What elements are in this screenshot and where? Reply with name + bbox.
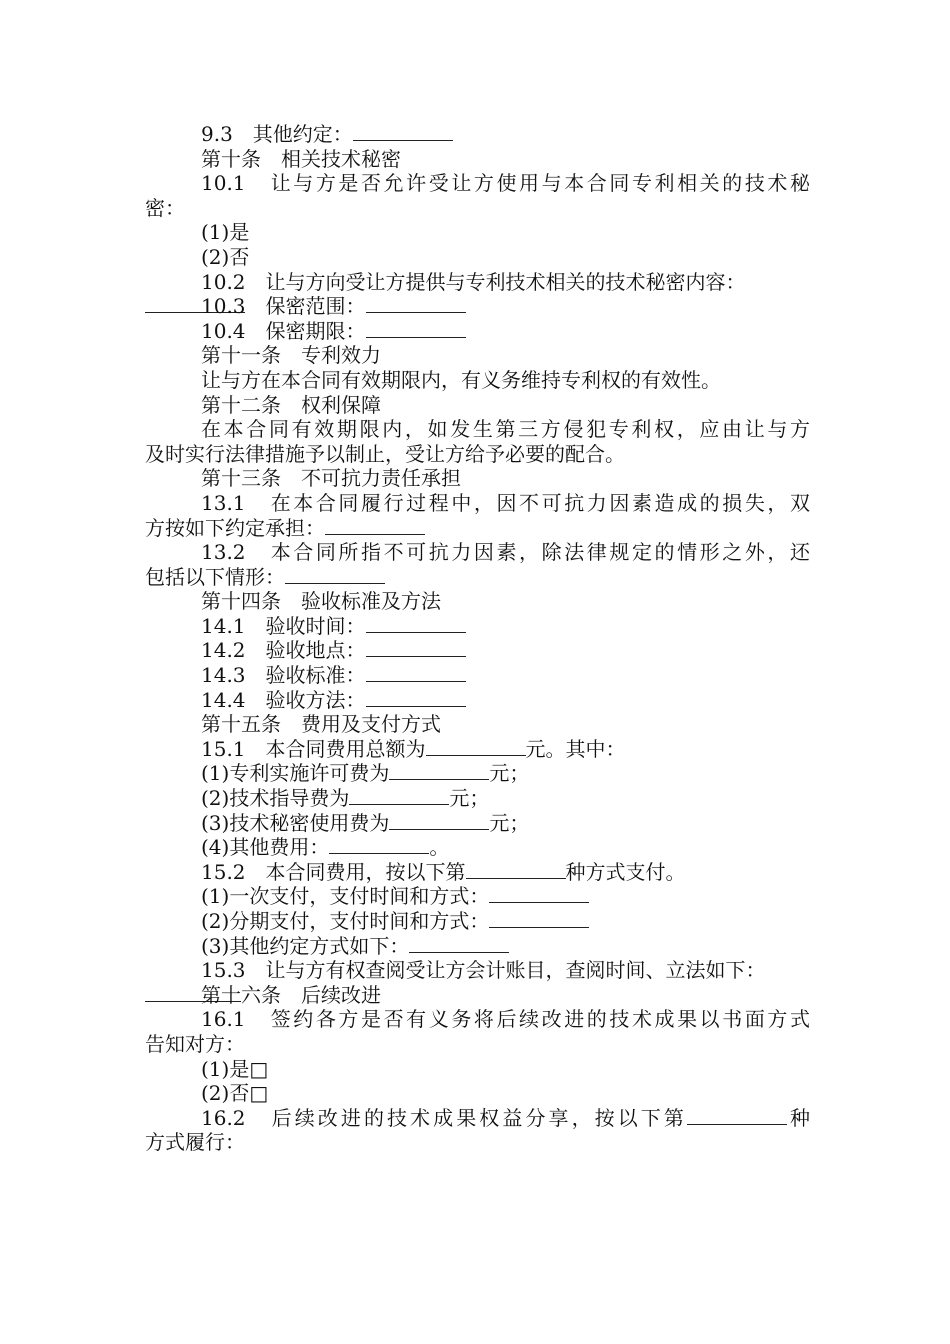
- checkbox-label[interactable]: (2)否□: [201, 1081, 269, 1106]
- clause-text: 10.4 保密期限：: [201, 318, 366, 343]
- fill-blank[interactable]: [389, 761, 489, 780]
- payment-option-1: [145, 884, 810, 909]
- clause-16-2: [145, 1106, 810, 1131]
- article-16-heading-row: [145, 983, 810, 1008]
- fee-item-2: [145, 786, 810, 811]
- fill-blank[interactable]: [366, 319, 466, 338]
- clause-9-3: [145, 122, 810, 147]
- clause-text: 包括以下情形：: [145, 564, 285, 589]
- fill-blank[interactable]: [366, 688, 466, 707]
- fill-blank[interactable]: [409, 934, 509, 953]
- clause-text: 10.1 让与方是否允许受让方使用与本合同专利相关的技术秘: [201, 171, 810, 196]
- clause-text: (2)技术指导费为: [201, 786, 350, 811]
- checkbox-option-yes[interactable]: [145, 1057, 810, 1082]
- article-13-heading: [145, 466, 810, 491]
- clause-tail: 种方式支付。: [565, 859, 686, 884]
- clause-14-3: [145, 663, 810, 688]
- checkbox-label[interactable]: (1)是□: [201, 1056, 269, 1081]
- clause-10-4: [145, 319, 810, 344]
- clause-16-1: [145, 1007, 810, 1032]
- clause-text: 13.1 在本合同履行过程中，因不可抗力因素造成的损失，双: [201, 490, 810, 515]
- clause-13-2-cont: [145, 565, 810, 590]
- fill-blank[interactable]: [366, 614, 466, 633]
- clause-16-2-cont: [145, 1130, 810, 1155]
- fill-blank[interactable]: [426, 737, 526, 756]
- fee-item-1: [145, 761, 810, 786]
- clause-text: 9.3 其他约定：: [201, 122, 353, 146]
- clause-text: 方按如下约定承担：: [145, 515, 325, 540]
- clause-text: 13.2 本合同所指不可抗力因素，除法律规定的情形之外，还: [201, 540, 810, 565]
- fill-blank[interactable]: [466, 860, 566, 879]
- clause-text: 10.3 保密范围：: [201, 294, 366, 319]
- heading-text: 第十二条 权利保障: [201, 392, 381, 417]
- clause-text: (3)其他约定方式如下：: [201, 933, 410, 958]
- clause-tail: 元。其中：: [525, 736, 626, 761]
- clause-text: 在本合同有效期限内，如发生第三方侵犯专利权，应由让与方: [201, 417, 810, 442]
- clause-14-2: [145, 638, 810, 663]
- fill-blank[interactable]: [389, 811, 489, 830]
- article-15-heading: [145, 712, 810, 737]
- fill-blank[interactable]: [285, 565, 385, 584]
- fill-blank[interactable]: [349, 786, 449, 805]
- clause-text: 16.1 签约各方是否有义务将后续改进的技术成果以书面方式: [201, 1007, 810, 1032]
- clause-tail: 种: [786, 1105, 811, 1130]
- article-10-heading: [145, 147, 810, 172]
- clause-text: 15.1 本合同费用总额为: [201, 736, 426, 761]
- clause-text: 让与方在本合同有效期限内，有义务维持专利权的有效性。: [201, 367, 721, 392]
- clause-text: 告知对方：: [145, 1031, 245, 1056]
- fee-item-4: [145, 835, 810, 860]
- clause-13-1: [145, 491, 810, 516]
- option-no: [145, 245, 810, 270]
- clause-text: (4)其他费用：: [201, 835, 330, 860]
- option-text: (2)否: [201, 244, 250, 269]
- clause-text: (1)一次支付，支付时间和方式：: [201, 884, 490, 909]
- clause-13-2: [145, 540, 810, 565]
- clause-text: 14.4 验收方法：: [201, 687, 366, 712]
- article-12-heading: [145, 393, 810, 418]
- payment-option-3: [145, 934, 810, 959]
- fill-blank[interactable]: [353, 122, 453, 141]
- article-11-heading: [145, 343, 810, 368]
- fill-blank[interactable]: [329, 835, 429, 854]
- clause-10-2: [145, 270, 810, 295]
- clause-text: (1)专利实施许可费为: [201, 761, 390, 786]
- clause-14-4: [145, 688, 810, 713]
- option-yes: [145, 220, 810, 245]
- heading-text: 第十六条 后续改进: [201, 982, 381, 1007]
- clause-tail: 。: [429, 835, 450, 860]
- checkbox-option-no[interactable]: [145, 1081, 810, 1106]
- contract-page: [145, 122, 810, 1155]
- clause-15-2: [145, 860, 810, 885]
- clause-15-3: [145, 958, 810, 983]
- fill-blank[interactable]: [489, 884, 589, 903]
- clause-tail: 元；: [489, 761, 530, 786]
- fill-blank[interactable]: [325, 516, 425, 535]
- heading-text: 第十五条 费用及支付方式: [201, 712, 441, 737]
- clause-text: 15.2 本合同费用，按以下第: [201, 859, 466, 884]
- clause-12-body-cont: [145, 442, 810, 467]
- clause-11-body: [145, 368, 810, 393]
- heading-text: 第十三条 不可抗力责任承担: [201, 466, 461, 491]
- clause-10-1: [145, 171, 810, 196]
- clause-14-1: [145, 614, 810, 639]
- clause-text: (2)分期支付，支付时间和方式：: [201, 909, 490, 933]
- clause-10-3: [145, 294, 810, 319]
- option-text: (1)是: [201, 220, 250, 245]
- clause-text: 14.2 验收地点：: [201, 638, 366, 663]
- clause-tail: 元；: [449, 786, 490, 811]
- fill-blank[interactable]: [687, 1106, 787, 1125]
- payment-option-2: [145, 909, 810, 934]
- fill-blank[interactable]: [366, 638, 466, 657]
- fill-blank[interactable]: [489, 909, 589, 928]
- clause-text: (3)技术秘密使用费为: [201, 810, 390, 835]
- heading-text: 第十条 相关技术秘密: [201, 146, 401, 171]
- fee-item-3: [145, 811, 810, 836]
- heading-text: 第十一条 专利效力: [201, 343, 381, 368]
- clause-text: 10.2 让与方向受让方提供与专利技术相关的技术秘密内容：: [201, 269, 746, 294]
- clause-16-1-cont: [145, 1032, 810, 1057]
- clause-text: 及时实行法律措施予以制止，受让方给予必要的配合。: [145, 441, 625, 466]
- clause-10-1-cont: [145, 196, 810, 221]
- clause-text: 密：: [145, 195, 185, 220]
- fill-blank[interactable]: [366, 663, 466, 682]
- clause-12-body: [145, 417, 810, 442]
- clause-13-1-cont: [145, 516, 810, 541]
- clause-text: 方式履行：: [145, 1130, 245, 1155]
- clause-text: 15.3 让与方有权查阅受让方会计账目，查阅时间、立法如下：: [201, 958, 766, 983]
- heading-text: 第十四条 验收标准及方法: [201, 589, 441, 614]
- clause-text: 16.2 后续改进的技术成果权益分享，按以下第: [201, 1105, 687, 1130]
- fill-blank[interactable]: [366, 294, 466, 313]
- clause-15-1: [145, 737, 810, 762]
- clause-text: 14.3 验收标准：: [201, 663, 366, 688]
- clause-tail: 元；: [489, 810, 530, 835]
- article-14-heading: [145, 589, 810, 614]
- clause-text: 14.1 验收时间：: [201, 613, 366, 638]
